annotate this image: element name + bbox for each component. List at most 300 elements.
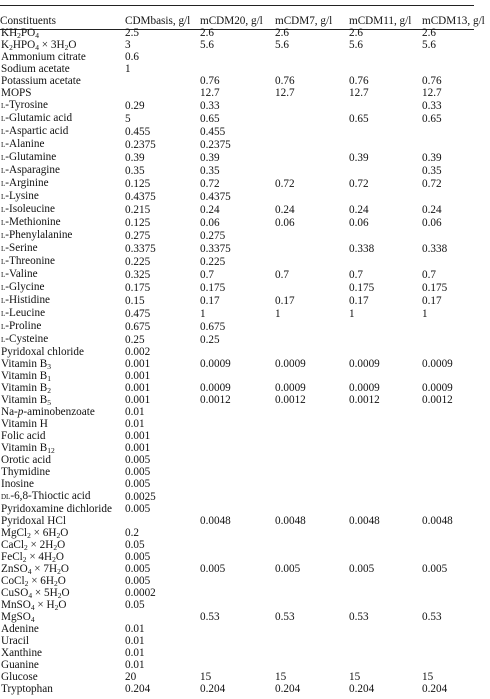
cell-mcdm20	[200, 418, 275, 430]
cell-cdmbasis: 0.002	[125, 346, 151, 358]
cell-mcdm7	[275, 333, 349, 346]
constituent-name	[0, 281, 125, 294]
cell-mcdm11	[349, 575, 422, 587]
constituent-name	[0, 370, 125, 382]
cell-mcdm13: 15	[422, 671, 434, 683]
cell-cdmbasis: 0.125	[125, 216, 151, 229]
constituent-name	[0, 623, 125, 635]
cell-mcdm11: 15	[349, 671, 361, 683]
cell-mcdm13	[422, 51, 490, 63]
table-row	[0, 51, 490, 63]
table-row	[0, 466, 490, 478]
name-part: HPO	[12, 39, 36, 51]
cell-mcdm13: 0.33	[422, 99, 442, 112]
table-row	[0, 294, 490, 307]
name-part: Adenine	[1, 623, 39, 635]
cell-mcdm20: 0.0048	[200, 515, 231, 527]
cell-mcdm7	[275, 63, 349, 75]
cell-mcdm7	[275, 466, 349, 478]
constituent-name	[0, 75, 125, 87]
header-row	[0, 15, 490, 27]
cell-mcdm20	[200, 659, 275, 671]
cell-mcdm20: 0.72	[200, 177, 220, 190]
constituent-name	[0, 164, 125, 177]
cell-cdmbasis: 5	[125, 112, 131, 125]
name-part: Uracil	[1, 635, 29, 647]
cell-mcdm13	[422, 255, 490, 268]
cell-mcdm13	[422, 659, 490, 671]
name-part: Vitamin B	[1, 382, 48, 394]
name-part: MOPS	[1, 87, 32, 99]
cell-cdmbasis: 0.005	[125, 503, 151, 515]
constituent-name	[0, 466, 125, 478]
cell-cdmbasis: 0.125	[125, 177, 151, 190]
cell-mcdm13	[422, 442, 490, 454]
table-row	[0, 587, 490, 599]
cell-mcdm20	[200, 599, 275, 611]
subscript: 2	[9, 43, 13, 52]
cell-mcdm11	[349, 478, 422, 490]
name-part: Vitamin B	[1, 442, 48, 454]
cell-mcdm20: 0.0012	[200, 394, 231, 406]
name-part: K	[1, 39, 10, 51]
name-part: × 5H	[32, 587, 58, 599]
cell-mcdm13: 0.76	[422, 75, 442, 87]
name-part: O	[55, 551, 64, 563]
name-part: l	[1, 204, 6, 215]
cell-mcdm11: 0.72	[349, 177, 369, 190]
cell-mcdm20: 0.65	[200, 112, 220, 125]
cell-cdmbasis: 0.005	[125, 454, 151, 466]
constituent-name	[0, 515, 125, 527]
cell-mcdm20: 0.005	[200, 563, 226, 575]
cell-mcdm20: 0.25	[200, 333, 220, 346]
name-part: Folic acid	[1, 430, 46, 442]
cell-mcdm20: 0.455	[200, 125, 226, 138]
cell-mcdm13: 0.17	[422, 294, 442, 307]
constituent-name	[0, 647, 125, 659]
cell-mcdm11: 0.0009	[349, 382, 380, 394]
cell-mcdm11	[349, 551, 422, 563]
table-row	[0, 307, 490, 320]
cell-mcdm11	[349, 442, 422, 454]
cell-mcdm7: 12.7	[275, 87, 295, 99]
column-header-cdmbasis: CDMbasis, g/l	[125, 15, 191, 27]
table-row	[0, 138, 490, 151]
cell-mcdm7	[275, 647, 349, 659]
cell-mcdm11: 0.7	[349, 268, 363, 281]
table-row	[0, 27, 490, 39]
cell-mcdm20: 0.35	[200, 164, 220, 177]
subscript: 4	[27, 567, 32, 576]
cell-mcdm20	[200, 454, 275, 466]
cell-mcdm13: 0.0012	[422, 394, 453, 406]
cell-mcdm13	[422, 635, 490, 647]
cell-mcdm13: 0.0009	[422, 382, 453, 394]
cell-mcdm13	[422, 478, 490, 490]
cell-mcdm7	[275, 623, 349, 635]
name-part: O	[58, 599, 67, 611]
subscript: 2	[17, 31, 21, 40]
column-header-mcdm20: mCDM20, g/l	[200, 15, 263, 27]
constituent-name	[0, 527, 125, 539]
cell-mcdm7	[275, 190, 349, 203]
cell-mcdm7	[275, 151, 349, 164]
cell-cdmbasis: 0.01	[125, 659, 145, 671]
table-row	[0, 527, 490, 539]
name-part: × 3H	[38, 39, 65, 51]
cell-cdmbasis: 0.204	[125, 683, 151, 695]
constituent-name	[0, 671, 125, 683]
cell-cdmbasis: 0.675	[125, 320, 151, 333]
cell-mcdm13: 5.6	[422, 39, 436, 51]
table-row	[0, 255, 490, 268]
cell-mcdm20	[200, 503, 275, 515]
cell-mcdm13: 0.005	[422, 563, 448, 575]
name-part: × 2H	[27, 539, 54, 551]
constituent-name	[0, 216, 125, 229]
cell-mcdm20: 0.53	[200, 611, 220, 623]
cell-mcdm13	[422, 623, 490, 635]
name-part: l	[1, 100, 6, 111]
name-part: p	[17, 406, 24, 418]
cell-cdmbasis: 1	[125, 63, 131, 75]
cell-mcdm7	[275, 587, 349, 599]
cell-mcdm7	[275, 430, 349, 442]
cell-mcdm20: 0.17	[200, 294, 220, 307]
cell-mcdm11	[349, 635, 422, 647]
cell-mcdm13	[422, 466, 490, 478]
cell-mcdm7	[275, 51, 349, 63]
cell-cdmbasis: 0.15	[125, 294, 145, 307]
cell-cdmbasis: 0.4375	[125, 190, 156, 203]
constituent-name	[0, 294, 125, 307]
cell-mcdm13	[422, 418, 490, 430]
subscript: 4	[30, 603, 35, 612]
cell-mcdm20	[200, 575, 275, 587]
cell-cdmbasis: 0.6	[125, 51, 139, 63]
constituent-name	[0, 99, 125, 112]
name-part: × 6H	[30, 527, 57, 539]
cell-mcdm20: 0.76	[200, 75, 220, 87]
name-part: l	[1, 178, 6, 189]
name-part: -Isoleucine	[5, 203, 55, 215]
cell-mcdm7: 0.53	[275, 611, 295, 623]
cell-cdmbasis: 0.001	[125, 358, 151, 370]
subscript: 2	[47, 386, 52, 395]
cell-mcdm11	[349, 190, 422, 203]
name-part: l	[1, 113, 6, 124]
cell-mcdm11	[349, 99, 422, 112]
cell-mcdm7: 0.24	[275, 203, 295, 216]
constituent-name	[0, 575, 125, 587]
name-part: Potassium acetate	[1, 75, 81, 87]
table-row	[0, 442, 490, 454]
cell-mcdm7	[275, 454, 349, 466]
cell-mcdm13	[422, 63, 490, 75]
cell-mcdm20: 1	[200, 307, 206, 320]
name-part: Guanine	[1, 659, 39, 671]
name-part: l	[1, 191, 6, 202]
cell-mcdm11	[349, 647, 422, 659]
cell-mcdm20: 0.24	[200, 203, 220, 216]
name-part: ZnSO	[1, 563, 28, 575]
cell-mcdm11: 0.338	[349, 242, 375, 255]
constituent-name	[0, 333, 125, 346]
name-part: Vitamin B	[1, 394, 48, 406]
name-part: O	[60, 527, 69, 539]
constituent-name	[0, 539, 125, 551]
cell-mcdm13	[422, 370, 490, 382]
cell-cdmbasis	[125, 611, 200, 623]
name-part: -Proline	[5, 320, 42, 332]
table-row	[0, 394, 490, 406]
cell-cdmbasis: 0.2	[125, 527, 139, 539]
cell-mcdm20	[200, 442, 275, 454]
name-part: l	[1, 334, 6, 345]
cell-mcdm7: 0.7	[275, 268, 289, 281]
cell-mcdm20: 0.275	[200, 229, 226, 242]
cell-mcdm20	[200, 490, 275, 503]
cell-cdmbasis: 0.01	[125, 418, 145, 430]
subscript: 4	[35, 43, 39, 52]
constituent-name	[0, 394, 125, 406]
table-row	[0, 623, 490, 635]
cell-cdmbasis: 0.005	[125, 575, 151, 587]
cell-mcdm7: 5.6	[275, 39, 289, 51]
constituent-name	[0, 255, 125, 268]
cell-mcdm7	[275, 490, 349, 503]
subscript: 2	[54, 603, 59, 612]
cell-mcdm20: 0.2375	[200, 138, 231, 151]
cell-mcdm13	[422, 527, 490, 539]
cell-cdmbasis: 0.2375	[125, 138, 156, 151]
name-part: l	[1, 217, 6, 228]
table-row	[0, 382, 490, 394]
cell-mcdm13	[422, 229, 490, 242]
subscript: 2	[52, 555, 56, 564]
cell-mcdm11: 0.24	[349, 203, 369, 216]
cell-mcdm7	[275, 164, 349, 177]
cell-cdmbasis: 0.001	[125, 382, 151, 394]
subscript: 2	[56, 531, 61, 540]
table-row	[0, 63, 490, 75]
cell-cdmbasis: 0.005	[125, 466, 151, 478]
subscript: 2	[24, 579, 29, 588]
constituent-name	[0, 599, 125, 611]
cell-mcdm11	[349, 138, 422, 151]
cell-mcdm7: 0.005	[275, 563, 301, 575]
name-part: × 6H	[28, 575, 54, 587]
cell-mcdm13: 0.39	[422, 151, 442, 164]
name-part: l	[1, 243, 6, 254]
name-part: O	[68, 39, 77, 51]
cell-mcdm13	[422, 125, 490, 138]
cell-mcdm7: 0.0009	[275, 382, 306, 394]
cell-mcdm13: 0.338	[422, 242, 448, 255]
name-part: -Arginine	[5, 177, 49, 189]
name-part: KH	[1, 27, 18, 39]
cell-mcdm11: 0.17	[349, 294, 369, 307]
cell-mcdm7	[275, 503, 349, 515]
subscript: 3	[47, 362, 52, 371]
table-row	[0, 39, 490, 51]
cell-mcdm11	[349, 346, 422, 358]
table-row	[0, 683, 490, 695]
constituent-name	[0, 242, 125, 255]
table-row	[0, 229, 490, 242]
cell-mcdm7	[275, 442, 349, 454]
constituent-name	[0, 430, 125, 442]
cell-mcdm13: 2.6	[422, 27, 436, 39]
cell-mcdm20: 0.225	[200, 255, 226, 268]
column-header-constituents: Constituents	[0, 15, 56, 27]
cell-mcdm7	[275, 229, 349, 242]
cell-cdmbasis: 0.005	[125, 478, 151, 490]
cell-cdmbasis: 0.001	[125, 394, 151, 406]
cell-cdmbasis: 0.0025	[125, 490, 156, 503]
cell-cdmbasis: 0.0002	[125, 587, 156, 599]
name-part: O	[57, 539, 66, 551]
cell-mcdm7	[275, 138, 349, 151]
name-part: l	[1, 230, 6, 241]
cell-mcdm20: 0.39	[200, 151, 220, 164]
cell-mcdm7: 0.0012	[275, 394, 306, 406]
cell-mcdm13	[422, 320, 490, 333]
cell-cdmbasis: 0.275	[125, 229, 151, 242]
table-row	[0, 671, 490, 683]
table-row	[0, 125, 490, 138]
cell-mcdm20	[200, 635, 275, 647]
cell-mcdm7: 0.76	[275, 75, 295, 87]
constituent-name	[0, 229, 125, 242]
cell-mcdm20: 0.33	[200, 99, 220, 112]
cell-mcdm11	[349, 454, 422, 466]
cell-mcdm11	[349, 539, 422, 551]
name-part: -Methionine	[5, 216, 61, 228]
cell-mcdm11: 0.005	[349, 563, 375, 575]
table-row	[0, 503, 490, 515]
cell-mcdm11	[349, 659, 422, 671]
constituent-name	[0, 27, 125, 39]
cell-mcdm11: 0.39	[349, 151, 369, 164]
cell-mcdm11	[349, 406, 422, 418]
cell-mcdm20: 0.675	[200, 320, 226, 333]
table-row	[0, 659, 490, 671]
cell-mcdm13: 0.204	[422, 683, 448, 695]
constituent-name	[0, 406, 125, 418]
name-part: Pyridoxal HCl	[1, 515, 66, 527]
cell-mcdm11	[349, 418, 422, 430]
cell-mcdm11	[349, 599, 422, 611]
name-part: O	[60, 563, 69, 575]
name-part: Pyridoxamine dichloride	[1, 503, 112, 515]
cell-mcdm11	[349, 527, 422, 539]
name-part: × 4H	[26, 551, 53, 563]
cell-mcdm11	[349, 320, 422, 333]
cell-mcdm11: 1	[349, 307, 355, 320]
constituent-name	[0, 635, 125, 647]
name-part: MnSO	[1, 599, 31, 611]
constituent-name	[0, 320, 125, 333]
name-part: PO	[20, 27, 36, 39]
table-row	[0, 87, 490, 99]
name-part: -Histidine	[5, 294, 51, 306]
name-part: -Aspartic acid	[5, 125, 69, 137]
subscript: 2	[22, 555, 27, 564]
table-row	[0, 539, 490, 551]
table-row	[0, 268, 490, 281]
cell-cdmbasis: 0.325	[125, 268, 151, 281]
table-row	[0, 430, 490, 442]
name-part: l	[1, 282, 6, 293]
column-header-mcdm13: mCDM13, g/l	[422, 15, 485, 27]
cell-mcdm7: 0.72	[275, 177, 295, 190]
cell-mcdm13: 0.0009	[422, 358, 453, 370]
cell-mcdm7	[275, 99, 349, 112]
name-part: l	[1, 321, 6, 332]
cell-cdmbasis: 0.001	[125, 430, 151, 442]
name-part: Sodium acetate	[1, 63, 70, 75]
cell-mcdm20	[200, 478, 275, 490]
cell-mcdm11	[349, 229, 422, 242]
cell-cdmbasis	[125, 515, 200, 527]
cell-mcdm20: 0.3375	[200, 242, 231, 255]
cell-mcdm13: 0.175	[422, 281, 448, 294]
cell-mcdm13: 0.72	[422, 177, 442, 190]
table-row	[0, 190, 490, 203]
constituent-name	[0, 346, 125, 358]
subscript: 4	[28, 591, 33, 600]
cell-mcdm20	[200, 430, 275, 442]
cell-mcdm20	[200, 527, 275, 539]
cell-mcdm7	[275, 539, 349, 551]
cell-mcdm11: 0.65	[349, 112, 369, 125]
table-row	[0, 454, 490, 466]
subscript: 1	[47, 374, 52, 383]
cell-mcdm13	[422, 503, 490, 515]
table-row	[0, 346, 490, 358]
name-part: -Cysteine	[5, 333, 49, 345]
name-part: l	[1, 256, 6, 267]
table-body	[0, 27, 490, 695]
cell-mcdm7	[275, 242, 349, 255]
table-row	[0, 320, 490, 333]
subscript: 2	[53, 543, 58, 552]
cell-mcdm7	[275, 527, 349, 539]
cell-mcdm20	[200, 346, 275, 358]
cell-cdmbasis: 0.01	[125, 635, 145, 647]
cell-mcdm7	[275, 659, 349, 671]
name-part: -Serine	[5, 242, 38, 254]
cell-mcdm11	[349, 370, 422, 382]
cell-mcdm7	[275, 125, 349, 138]
name-part: -aminobenzoate	[23, 406, 95, 418]
cell-mcdm7: 15	[275, 671, 287, 683]
cell-mcdm11	[349, 164, 422, 177]
subscript: 2	[64, 43, 69, 52]
name-part: MgCl	[1, 527, 28, 539]
cell-cdmbasis: 0.005	[125, 551, 151, 563]
cell-mcdm13: 0.65	[422, 112, 442, 125]
cell-mcdm20	[200, 623, 275, 635]
subscript: 2	[27, 531, 31, 540]
cell-mcdm7: 0.0009	[275, 358, 306, 370]
constituent-name	[0, 611, 125, 623]
constituent-name	[0, 358, 125, 370]
cell-cdmbasis: 0.25	[125, 333, 145, 346]
name-part: -Asparagine	[5, 164, 60, 176]
